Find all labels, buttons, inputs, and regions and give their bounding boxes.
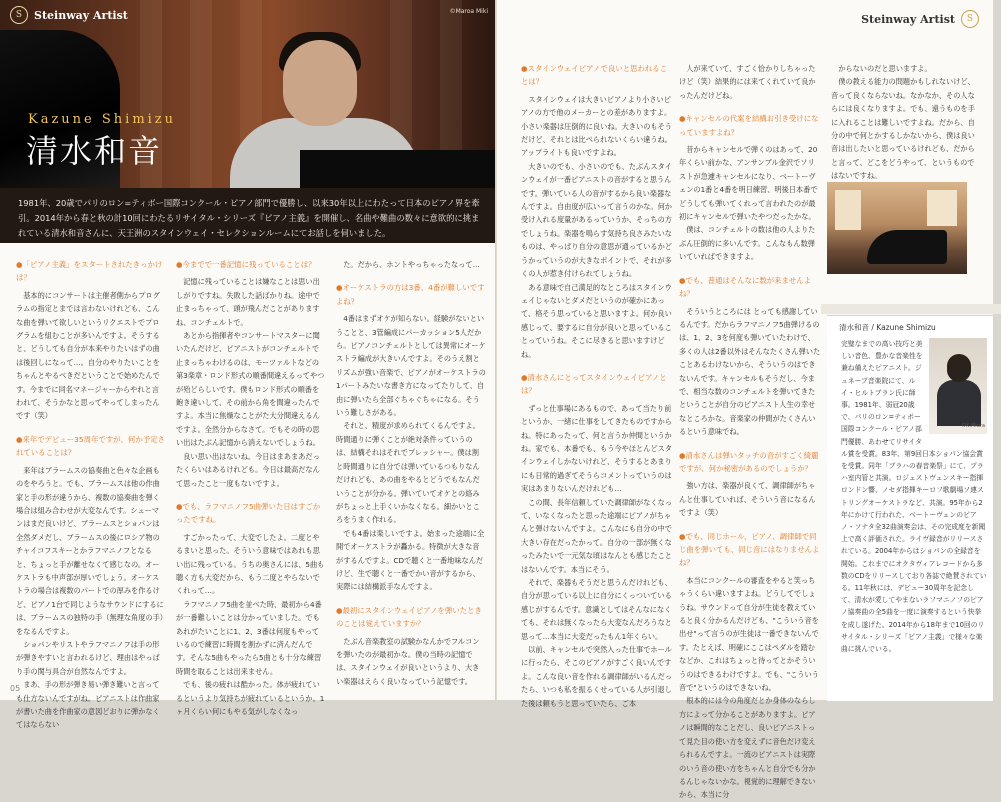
answer-paragraph: ラフマニノフ5曲を並べた時、最初から4番が一番難しいことは分かっていました。でもあれがたいことに1、2、3番は何度もやっているので練習に時間を割かずに済んだんです。そんな5曲もやったら5曲とも十分な練習時間を取ることは出来ません。 xyxy=(176,599,322,676)
profile-text: 完璧なまでの高い技巧と美しい音色、豊かな音楽性を兼ね備えたピアニスト。ジュネーブ音楽院にて、ルイ・ヒルトブラン氏に師事。1981年、弱冠20歳で、パリのロン=ティボー国際コンクール・ピアノ部門優勝、あわせてリサイタル賞を受賞。83年、第9回日本ショパン協会賞を受賞。同年「ブラハの春音楽祭」にて、プラハ室内管と共演。ロジェストヴェンスキー指揮ロンドン響、ノセダ指揮キーロフ歌劇場ソ連ストリングオーケストラなど、共演。95年から2年にかけて行われた、ベートーヴェンのピアノ・ソナタ全32曲演奏会は、その完成度を新聞上で高く評価された。ライヴ録音がリリースされている。2004年からはショパンの全録音を開始。これまでにオクタヴィアレコードから多数のCDをリリースしており各誌で絶賛されている。11年秋には、デビュー30周年を記念して、清水が愛してやまないラフマニノフのピアノ協奏曲の全5曲を一度に演奏するという快挙を成し遂げた。2014年から18年まで10回のリサイタル・シリーズ「ピアノ主義」で様々な楽曲に挑んでいる。 xyxy=(841,340,987,654)
artist-name-english: Kazune Shimizu xyxy=(28,112,177,127)
article-column-2 xyxy=(176,258,326,718)
question-heading: ●最初にスタインウェイピアノを弾いたときのことは覚えていますか？ xyxy=(336,605,482,629)
answer-paragraph: まあ、手の形が弾き易い弾き難いと言っても仕方ないんですがね。ピアニストは作曲家が書いた曲を作曲家の意図どおりに弾かなくてはならない xyxy=(16,680,160,730)
article-column-1 xyxy=(521,62,673,710)
question-heading: ●オーケストラの方は3番、4番が難しいですよね？ xyxy=(336,283,485,306)
logo-text: Steinway Artist xyxy=(861,12,955,26)
answer-paragraph: それと、精度が求められてくるんですよ。時間通りに弾くことが絶対条件っていうのは、結構それはそれでプレッシャー。僕は割と時間通りに自分では弾いているつもりなんだけれども、あの曲をやるとどうでもなんだいうことが分かる。弾いていてオケとの絡みがちょっと上手くいかなくなる。細かいところをうまく作れる。 xyxy=(336,421,480,525)
page-number: 05 xyxy=(10,684,21,693)
answer-paragraph: すごかったって、大変でしたよ。二度とやるまいと思った。そういう意味ではあれも思い出に残っている。うちの奥さんには、5曲も聴く方も大変だから、もう二度とやらないでくれって…。 xyxy=(176,532,325,596)
answer-paragraph: 本当にコンクールの審査をやると笑っちゃうくらい違いますよね。どうしてでしょうね。サウンドって自分が生徒を教えていると良く分かるんだけども、"こういう音を出せ"って言うのが生徒は一番できないんです。たとえば、明確にここはペダルを踏むなどか、これはちょっと待ってとかそういうのはできるわけですよ。でも、"こういう音で"というのはできないね。 xyxy=(679,575,819,693)
profile-title: 清水和音 / Kazune Shimizu xyxy=(839,323,936,332)
logo-text: Steinway Artist xyxy=(34,8,128,22)
question-heading: ●来年でデビュー35周年ですが、何か予定されていることは？ xyxy=(16,434,165,458)
answer-paragraph: 基本的にコンサートは主催者側からプログラムの指定とまでは言わないけれども、こんな曲を弾いて欲しいというリクエストでプログラムを組むことが多いんですよ。そうすると、どうしても自分が本来やりたいはずの曲は後回しになって…。自分のやりたいことをちゃんとやるべきだということで始めたんです。今までに同名マネージャーからやれと言われて、そうかなと思ってやってしまったんです（笑） xyxy=(16,290,160,421)
answer-paragraph: からないのだと思いますよ。 xyxy=(838,64,932,73)
answer-paragraph: ショパンやリストやラフマニノフは手の形が弾きやすいと言われるけど、理由はやっぱり手の関与具合が自然なんですよ。 xyxy=(16,639,160,676)
answer-paragraph: ずっと仕事場にあるもので、あって当たり前というか、一緒に仕事をしてきたものですからね。特にあったって、何と言うか仲間というかね。家でも、本番でも、もう今やほとんどスタインウェイしかないけれど、そうするとあまりにも日常的過ぎてそうらコメントっていうのは実はあまりないんだけれども… xyxy=(521,403,672,494)
question-heading: ●キャンセルの代案を結構お引き受けになっていますよね？ xyxy=(679,114,819,137)
answer-paragraph: 来年はブラームスの協奏曲と色々な企画ものをやろうと。でも、ブラームスは他の作曲家と手の形が違うから、複数の協奏曲を弾く場合は組み合わせが大変なんです。シューマンはまだ良いけど、ブラームスとショパンは全然ダメだし、ブラームスの後にロシア物のチャイコフスキーとかラフマニノフとなると、ちょっと手が離せなくて感じなの。オーケストラも中声部が厚いでしょう。オーケストラの場合は複数のパートでの厚みを作るけど、ピアノ1台で同じようなサウンドにするには、ブラームスの独特の手（無理な角度の手）をなるんですよ。 xyxy=(16,465,164,636)
lead-text: 1981年、20歳でパリのロン=ティボー国際コンクール・ピアノ部門で優勝し、以来30年以上にわたって日本のピアノ界を牽引。2014年から春と秋の計10回にわたるリサイタル・シリーズ『ピアノ主義』を開催し、名曲や難曲の数々に意欲的に挑まれている清水和音さんに、天王洲のスタインウェイ・セレクションルームにてお話しを伺いました。 xyxy=(18,198,480,238)
article-column-3 xyxy=(336,258,486,688)
question-heading: ●「ピアノ主義」をスタートされたきっかけは？ xyxy=(16,260,163,283)
answer-paragraph: あとから指揮者やコンサートマスターに聞いたんだけど、ピアニストがコンチェルトで止まっちゃわけるのは、モーツァルトなどの第3楽章・ロンド形式の順番間違えるってやつが殆どらしいです。僕もロンド形式の順番を飽き違いして、その前から角を間違ったんですよ。本当に焦燥なことがた大分間違えるんですよ。全然分からなさて。でもその時の思い出はたぶん記憶から消えないでしょうね。 xyxy=(176,331,325,448)
profile-portrait xyxy=(929,338,987,434)
answer-paragraph: 大きいのでも、小さいのでも、たぶんスタインウェイが一番ピアニストの音がすると思うんです。弾いている人の音がするから良い楽器なんですよ。自由度が広いって言うのかな。何か受け入れる度量があるっていうか、そっちの方でしょうね。楽器を鳴らす気持ち良さみたいなものは、やっぱり自分の意思が通っているかどうかっていうのが大きなポイントで、それが多くの人が惹き付けられてしょうね。 xyxy=(521,161,672,279)
answer-paragraph: でも4番は楽しいですよ。始まった途端に全開でオーケストラが轟かる。特徴が大きな音がするんですよ。CDで聴くと一番地味なんだけど、生で聴くと一番でかい音がするから、実際には結構派手なんですよ。 xyxy=(336,528,485,592)
answer-paragraph: それで、楽器もそうだと思うんだけれども、自分が思っている以上に自分にくっついている感じがするんです。意識としてはそんなになくても、それは無くなったら大変なんだろうなと思って…本当に大変だったもん1年くらい。 xyxy=(521,578,672,641)
answer-paragraph: でも、後の疲れは酷かった。体が疲れているというより気持ちが疲れているというか。1ヶ月くらい何にもやる気がしなくなっ xyxy=(176,680,325,716)
answer-paragraph: 以前、キャンセルで突然入った仕事でホールに行ったら、そこのピアノがすごく良いんですよ。こんな良い音を作れる調律師がいるんだったら、いつも私を振るくせっている人が引退した後は頼もうと思っていたら、ご本 xyxy=(521,645,672,708)
lead-paragraph xyxy=(0,188,496,243)
question-heading: ●スタインウェイピアノで良いと思われることは？ xyxy=(521,64,668,87)
answer-paragraph: スタインウェイは大きいピアノより小さいピアノの方で他のメーカーとの差がありますよ。小さい楽器は圧倒的に良いね。大きいのもそうだけど、それとは比べられないくらい違うね。アップライトも良いですよね。 xyxy=(521,94,672,158)
answer-paragraph: そういうところには とっても感謝しているんです。だからラフマニノフ5曲弾けるのは、1、2、3を何度も弾いていたわけで、多くの人は2番以外はそんなたくさん弾いたことあるわけないから、そういうのはできないんです。キャンセルもそうだし、今まで、相当な数のコンチェルトを弾いてきたということが自分のピアニスト人生の幸せなところかな。音楽家の仲間がたくさんいるという意味でね。 xyxy=(679,306,821,437)
answer-paragraph: この間、長年信頼していた調律師がなくなって、いなくなったと思った途端にピアノがちゃんと弾けないんですよ。こんなにも自分の中で大きい存在だったかって。自分の一部が無くなったみたいで一元気な頃はなんとも感じたことはないんです。本当にそう。 xyxy=(521,497,672,574)
portrait-credit: ©K.Miura xyxy=(961,422,985,429)
answer-paragraph: 人が来ていて、すごく恰かりしちゃったけど（笑）結果的には来てくれていて良かったんだけどね。 xyxy=(679,64,816,100)
steinway-artist-logo xyxy=(861,10,979,28)
question-heading: ●清水さんは弾いタッチの音がすごく綺麗ですが、何か秘密があるのでしょうか？ xyxy=(679,450,819,473)
artist-name-japanese: 清水和音 xyxy=(26,132,163,170)
answer-paragraph: 記憶に残っていることは嫌なことは思い出しがりですね。失敗した話ばかりね。途中で止まっちゃって、頭が飛んだことがありますね、コンチェルトで。 xyxy=(176,277,320,327)
article-column-2 xyxy=(679,62,821,802)
article-column-3 xyxy=(831,62,981,183)
article-column-1 xyxy=(16,258,166,732)
answer-paragraph: 昔からキャンセルで弾くのはあって、20年くらい前かな、アンサンブル金沢でソリストが急遽キャンセルになり、ベートーヴェンの1番と4番を明日練習、明後日本番でどうしても弾いてくれって言われたのが最初にキャンセルで弾いたやつだったかな。 xyxy=(679,145,818,222)
hero-photo xyxy=(0,0,496,188)
steinway-lyre-icon: S xyxy=(961,10,979,28)
answer-paragraph: 僕の教える能力の問題かもしれないけど、音って良くならないね。なかなか、その人ならには良くなりますよ。でも、遠うものを手に入れることは難しいですよね。だから、自分の中で何とかするしかないから、僕は良い音は出したいと思っているけれども、だからと言って、どこをどうやって、というものではないですね。 xyxy=(831,77,975,181)
answer-paragraph: 根本的には今の角度だとか身体のならし方によって分かることがありますよ。ピアノは瞬間的なことだし、良いピアニストって見た目の使い方を変えずに音色だけ変えられるんですよ。一流のピアニストは実際のいう音の使い方をちゃんと自分でも分かるんじゃないかな。視覚的に理解できないから、本当に分 xyxy=(679,696,816,800)
question-heading: ●でも、普通はそんなに数が来ませんよね？ xyxy=(679,275,812,299)
left-page xyxy=(0,0,496,730)
question-heading: ●でも、ラフマニノフ5曲弾いた日はすごかったですね。 xyxy=(176,501,321,525)
answer-paragraph: 強い方は、楽器が良くて、調律師がちゃんと仕事していれば、そういう音になるんですよ（笑） xyxy=(679,481,816,518)
answer-paragraph: 4番はまずオケが知らない。経験がないということと、3管編成にパーカッション5人だから。ピアノコンチェルトとしては異常にオーケストラ編成が大きいんですよ。そのうえ割とリズムが強い音楽で、ピアノがオーケストラの1パートみたいな書き方になってたりして、自由に弾いたら全部ぐちゃぐちゃになる。そういう難しさがある。 xyxy=(336,314,486,418)
question-heading: ●清水さんにとってスタインウェイピアノとは？ xyxy=(521,372,667,396)
answer-paragraph: た。だから、ホントやっちゃったなって… xyxy=(343,260,480,269)
answer-paragraph: 良い思い出はないね。今日はまあまあだったくらいはあるけれども。今日は最高だなんて思ったこと一度もないですよ。 xyxy=(176,451,320,488)
answer-paragraph: 僕は、コンチェルトの数は他の人よりたぶん圧倒的に多いんです。こんなもん数弾いていればできますよ。 xyxy=(679,225,816,262)
answer-paragraph: たぶん音楽教室の試験かなんかでフルコンを弾いたのが最初かな。僕の当時の記憶では、スタインウェイが良いというより、大きい楽器はえらく良いなっていう記憶です。 xyxy=(336,636,480,686)
steinway-lyre-icon: S xyxy=(10,6,28,24)
answer-paragraph: ある意味で自己満足的なところはスタインウェイじゃないとダメだというのが確かにあって、格そう思っていると思いますよ。何か良い感じって、要するに自分が良いと思っていることっていうね。そこに尽きると思いますけどね。 xyxy=(521,282,672,359)
profile-text-block xyxy=(841,338,987,655)
photo-credit: ©Maroa Miki xyxy=(449,8,488,15)
steinway-artist-logo xyxy=(10,6,128,24)
selection-room-photo xyxy=(827,182,967,274)
question-heading: ●でも、同じホール、ピアノ、調律師で同じ曲を弾いても、同じ音にはなりませんよね？ xyxy=(679,531,820,568)
question-heading: ●今までで一番記憶に残っていることは？ xyxy=(176,260,316,269)
artist-profile-box xyxy=(827,315,993,701)
